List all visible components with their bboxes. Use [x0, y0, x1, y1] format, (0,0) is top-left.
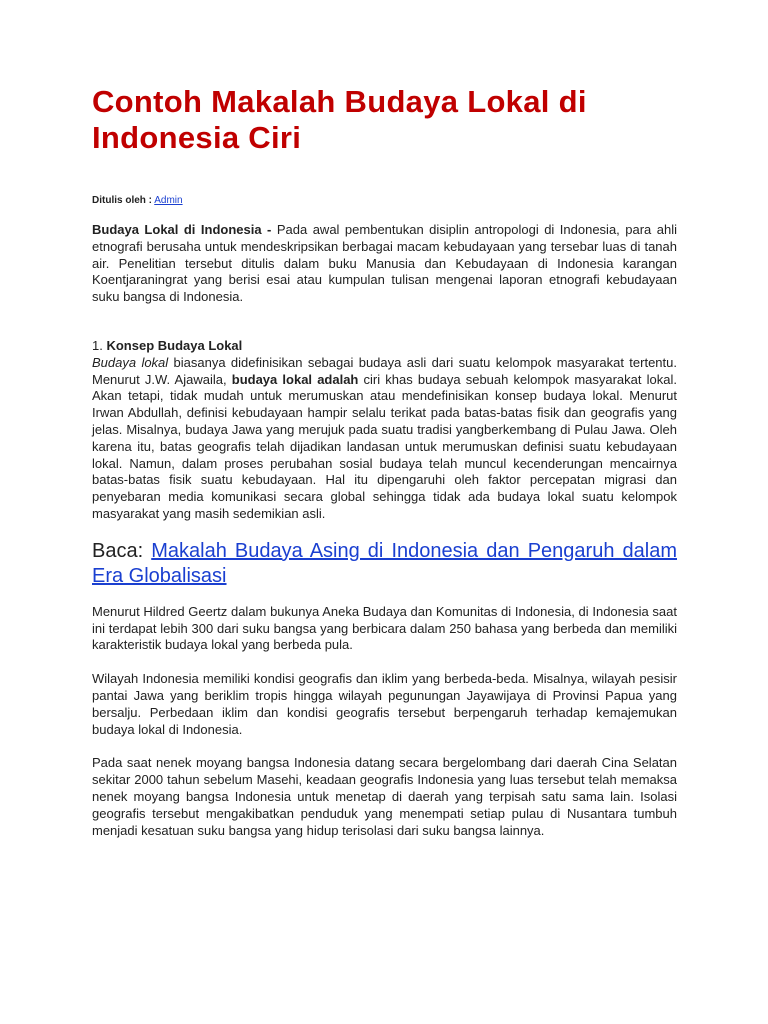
related-label: Baca:	[92, 539, 152, 562]
konsep-term: Budaya lokal	[92, 354, 169, 370]
author-link[interactable]: Admin	[154, 195, 183, 206]
intro-lead: Budaya Lokal di Indonesia -	[92, 222, 272, 237]
byline-label: Ditulis oleh :	[92, 195, 152, 206]
intro-text: Pada awal pembentukan disiplin antropologi di Indonesia, para ahli etnografi berusaha untuk mendeskripsikan berbagai macam kebudayaan yang tersebar luas di tanah air. Penelitian tersebut ditulis dalam buku Manusia dan Kebudayaan di Indonesia karangan Koentjaraningrat yang berisi esai atau kumpulan tulisan mengenai laporan etnografi kebudayaan suku bangsa di Indonesia.	[92, 222, 677, 305]
byline	[92, 194, 677, 207]
paragraph-nenek-moyang: Pada saat nenek moyang bangsa Indonesia datang secara bergelombang dari daerah Cina Selatan sekitar 2000 tahun sebelum Masehi, keadaan geografis Indonesia yang luas tersebut telah memaksa nenek moyang bangsa Indonesia untuk menetap di daerah yang terpisah satu sama lain. Isolasi geografis tersebut mengakibatkan penduduk yang menempati setiap pulau di Nusantara tumbuh menjadi kesatuan suku bangsa yang hidup terisolasi dari suku bangsa lainnya.	[92, 755, 677, 838]
intro-paragraph	[92, 222, 677, 306]
related-article	[92, 539, 677, 589]
konsep-text-a: biasanya didefinisikan sebagai budaya asli dari suatu kelompok masyarakat tertentu. Menurut J.W. Ajawaila,	[92, 354, 677, 387]
section-number: 1.	[92, 337, 103, 353]
section-title: Konsep Budaya Lokal	[106, 337, 243, 353]
konsep-text-b: ciri khas budaya sebuah kelompok masyarakat lokal. Akan tetapi, tidak mudah untuk merumuskan atau mendefinisikan konsep budaya lokal. Menurut Irwan Abdullah, definisi kebudayaan hampir selalu terikat pada batas-batas fisik dan geografis yang jelas. Misalnya, budaya Jawa yang merujuk pada suatu tradisi yangberkembang di Pulau Jawa. Oleh karena itu, batas geografis telah dijadikan landasan untuk merumuskan definisi suatu kebudayaan lokal. Namun, dalam proses perubahan sosial budaya telah muncul kecenderungan mencairnya batas-batas fisik suatu kebudayaan. Hal itu dipengaruhi oleh faktor percepatan migrasi dan penyebaran media komunikasi secara global sehingga tidak ada budaya lokal suatu kelompok masyarakat yang masih sedemikian asli.	[92, 371, 678, 521]
related-article-link[interactable]: Makalah Budaya Asing di Indonesia dan Pengaruh dalam Era Globalisasi	[92, 539, 677, 587]
section-heading	[92, 338, 677, 355]
article	[92, 84, 677, 839]
paragraph-wilayah: Wilayah Indonesia memiliki kondisi geografis dan iklim yang berbeda-beda. Misalnya, wilayah pesisir pantai Jawa yang beriklim tropis hingga wilayah pegunungan Jayawijaya di Provinsi Papua yang bersalju. Perbedaan iklim dan kondisi geografis tersebut berpengaruh terhadap kemajemukan budaya lokal di Indonesia.	[92, 671, 677, 737]
konsep-bold-phrase: budaya lokal adalah	[231, 371, 359, 387]
paragraph-geertz: Menurut Hildred Geertz dalam bukunya Aneka Budaya dan Komunitas di Indonesia, di Indonesia saat ini terdapat lebih 300 dari suku bangsa yang berbicara dalam 250 bahasa yang berbeda dan memiliki karakteristik budaya lokal yang berbeda pula.	[92, 603, 677, 653]
konsep-paragraph	[92, 355, 677, 523]
article-title: Contoh Makalah Budaya Lokal di Indonesia Ciri	[92, 84, 587, 155]
